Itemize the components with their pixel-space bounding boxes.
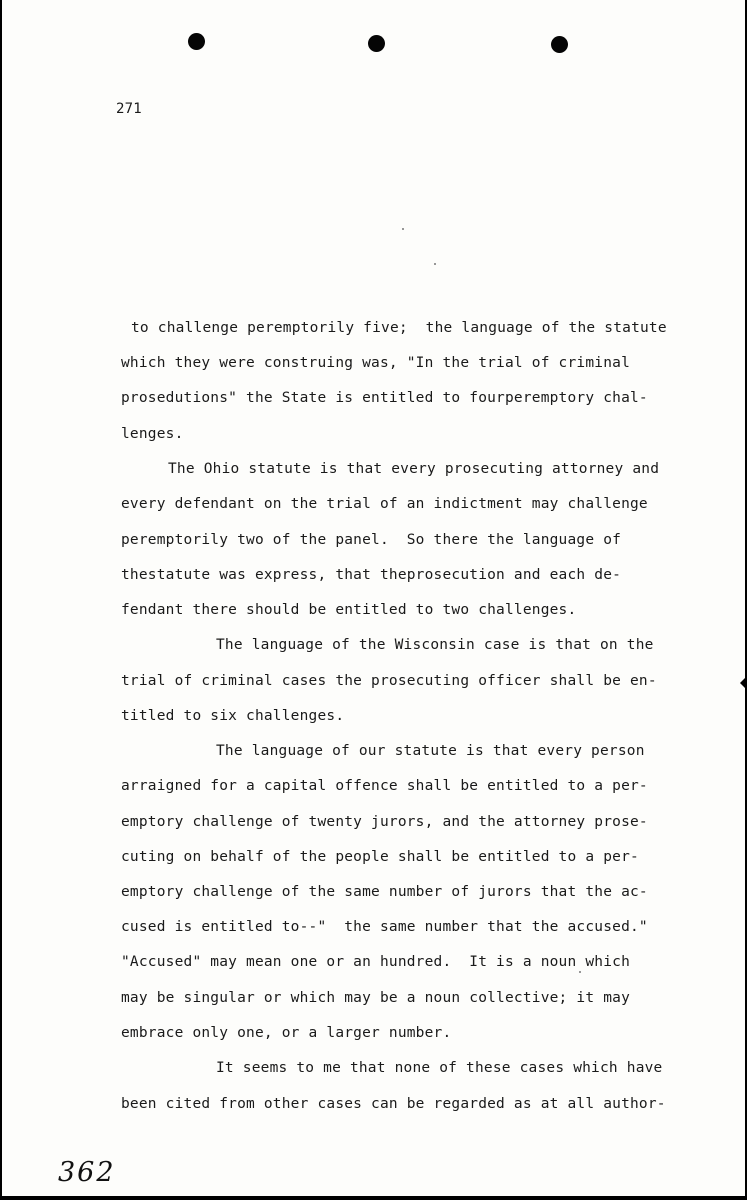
edge-notch xyxy=(740,676,747,690)
body-line: been cited from other cases can be regarded as at all author- xyxy=(121,1096,666,1112)
body-line: may be singular or which may be a noun collective; it may xyxy=(121,990,630,1006)
body-line: emptory challenge of twenty jurors, and the attorney prose- xyxy=(121,814,648,830)
typed-sheet xyxy=(2,0,745,1196)
handwritten-folio-number: 362 xyxy=(58,1157,116,1188)
body-line: peremptorily two of the panel. So there the language of xyxy=(121,532,622,548)
punch-hole-left xyxy=(188,33,205,50)
body-line: thestatute was express, that theprosecution and each de- xyxy=(121,567,622,583)
body-line: It seems to me that none of these cases which have xyxy=(216,1060,663,1076)
body-line: prosedutions" the State is entitled to fourperemptory chal- xyxy=(121,390,648,406)
body-line: titled to six challenges. xyxy=(121,708,345,724)
punch-hole-center xyxy=(368,35,385,52)
body-line: trial of criminal cases the prosecuting officer shall be en- xyxy=(121,673,657,689)
body-line: cused is entitled to--" the same number that the accused." xyxy=(121,919,648,935)
page-number: 271 xyxy=(116,101,142,117)
body-line: fendant there should be entitled to two challenges. xyxy=(121,602,577,618)
paper-speck xyxy=(434,263,436,265)
body-line: cuting on behalf of the people shall be entitled to a per- xyxy=(121,849,639,865)
body-line: The Ohio statute is that every prosecuting attorney and xyxy=(168,461,660,477)
body-line: The language of the Wisconsin case is that on the xyxy=(216,637,654,653)
body-line: which they were construing was, "In the trial of criminal xyxy=(121,355,630,371)
body-line: embrace only one, or a larger number. xyxy=(121,1025,452,1041)
body-line: every defendant on the trial of an indictment may challenge xyxy=(121,496,648,512)
body-line: "Accused" may mean one or an hundred. It is a noun which xyxy=(121,954,630,970)
body-line: lenges. xyxy=(121,426,184,442)
paper-speck xyxy=(402,228,404,230)
body-line: emptory challenge of the same number of jurors that the ac- xyxy=(121,884,648,900)
body-line: to challenge peremptorily five; the language of the statute xyxy=(131,320,667,336)
body-line: The language of our statute is that every person xyxy=(216,743,645,759)
punch-hole-right xyxy=(551,36,568,53)
body-line: arraigned for a capital offence shall be entitled to a per- xyxy=(121,778,648,794)
paper-speck xyxy=(579,971,581,973)
